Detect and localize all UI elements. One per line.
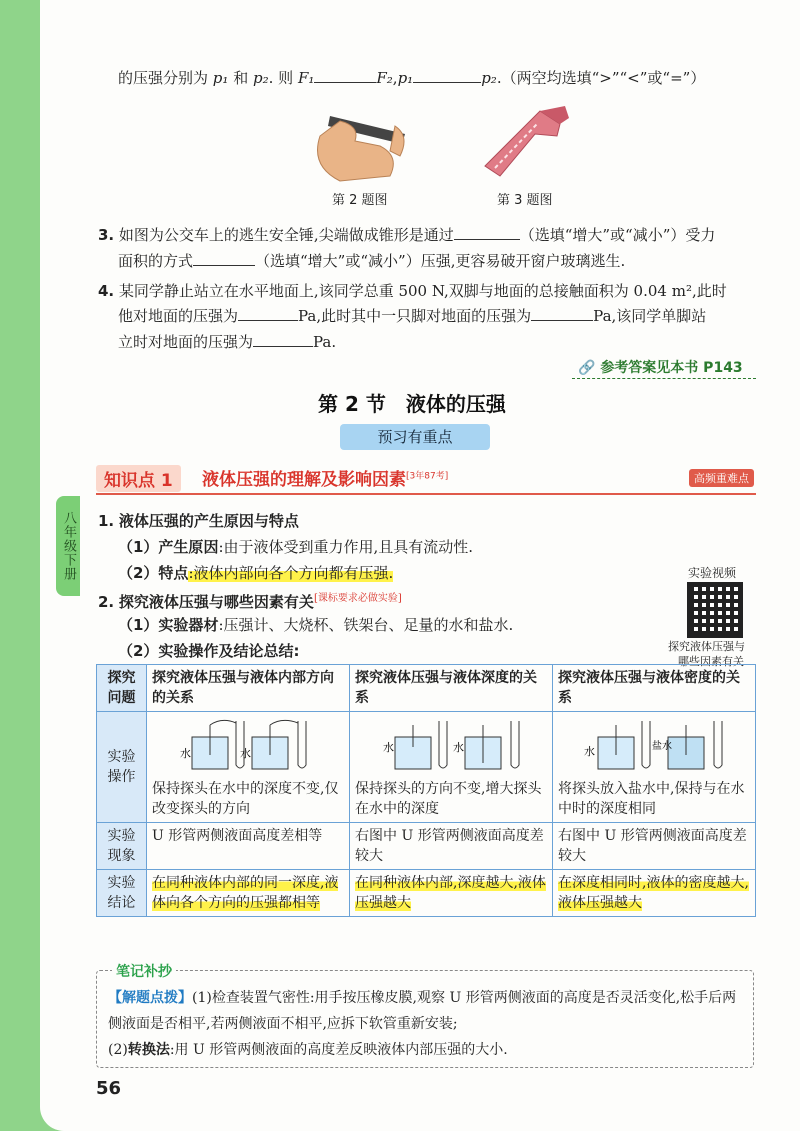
figure-caption: 第 2 题图 xyxy=(332,193,388,208)
table-cell: 探究液体压强与液体密度的关系 xyxy=(553,665,756,712)
answer-blank[interactable] xyxy=(531,306,593,321)
item-1-title: 1. 液体压强的产生原因与特点 xyxy=(98,512,299,530)
liquid-label: 水 xyxy=(453,741,464,754)
table-cell: 在深度相同时,液体的密度越大,液体压强越大 xyxy=(553,870,756,917)
knowledge-point-title: 液体压强的理解及影响因素[3年87考] xyxy=(202,470,449,490)
row-head: 实验操作 xyxy=(97,712,147,823)
page-number: 56 xyxy=(96,1078,122,1099)
note-line: 侧液面是否相平,若两侧液面不相平,应拆下软管重新安装; xyxy=(108,1016,458,1032)
note-line: 【解题点拨】(1)检查装置气密性:用手按压橡皮膜,观察 U 形管两侧液面的高度是否灵活变化,松手后两 xyxy=(108,990,737,1006)
table-cell: 在同种液体内部的同一深度,液体向各个方向的压强都相等 xyxy=(147,870,350,917)
divider xyxy=(572,378,756,379)
table-row xyxy=(97,823,756,870)
item-2b: （2）实验操作及结论总结: xyxy=(118,642,300,660)
table-row xyxy=(97,665,756,712)
frequency-tag: 高频重难点 xyxy=(689,469,754,487)
hand-pencil-figure xyxy=(300,96,420,186)
item-1b: （2）特点:液体内部向各个方向都有压强. xyxy=(118,564,394,582)
item-1a: （1）产生原因:由于液体受到重力作用,且具有流动性. xyxy=(118,538,474,556)
table-row xyxy=(97,870,756,917)
qr-caption: 探究液体压强与 哪些因素有关 xyxy=(668,640,745,668)
answer-blank[interactable] xyxy=(238,306,298,321)
figure-caption: 第 3 题图 xyxy=(497,193,553,208)
liquid-label: 水 xyxy=(584,745,595,758)
liquid-label: 水 xyxy=(180,747,191,760)
question-3-line2: 面积的方式 （选填“增大”或“减小”）压强,更容易破开窗户玻璃逃生. xyxy=(118,252,626,270)
table-cell: U 形管两侧液面高度差相等 xyxy=(147,823,350,870)
liquid-label: 水 xyxy=(383,741,394,754)
knowledge-point-bar xyxy=(96,463,756,495)
liquid-label: 盐水 xyxy=(652,741,672,752)
question-4: 4. 某同学静止站立在水平地面上,该同学总重 500 N,双脚与地面的总接触面积为 0.04 m²,此时 xyxy=(98,282,727,300)
preview-banner: 预习有重点 xyxy=(340,424,490,450)
table-cell: 探究液体压强与液体深度的关系 xyxy=(350,665,553,712)
safety-hammer-figure xyxy=(465,96,575,186)
table-cell: 水 水 保持探头的方向不变,增大探头在水中的深度 xyxy=(350,712,553,823)
answer-blank[interactable] xyxy=(193,251,255,266)
table-cell: 右图中 U 形管两侧液面高度差较大 xyxy=(350,823,553,870)
table-cell: 探究液体压强与液体内部方向的关系 xyxy=(147,665,350,712)
note-title: 笔记补抄 xyxy=(112,961,176,981)
q2-line: 的压强分别为 p₁ 和 p₂. 则 F₁ F₂,p₁ p₂.（两空均选填“>”“<”或“=”） xyxy=(118,69,706,87)
row-head: 探究问题 xyxy=(97,665,147,712)
table-cell: 水 水 保持探头在水中的深度不变,仅改变探头的方向 xyxy=(147,712,350,823)
answer-blank[interactable] xyxy=(413,68,481,83)
pressure-gauge-figure xyxy=(558,715,748,773)
answer-reference[interactable]: 🔗 参考答案见本书 P143 xyxy=(578,360,743,376)
qr-title: 实验视频 xyxy=(688,566,737,580)
table-cell: 水 盐水 将探头放入盐水中,保持与在水中时的深度相同 xyxy=(553,712,756,823)
table-row xyxy=(97,712,756,823)
row-head: 实验现象 xyxy=(97,823,147,870)
note-line: (2)转换法:用 U 形管两侧液面的高度差反映液体内部压强的大小. xyxy=(108,1042,508,1058)
question-4-line3: 立时对地面的压强为 Pa. xyxy=(118,333,337,351)
table-cell: 右图中 U 形管两侧液面高度差较大 xyxy=(553,823,756,870)
item-2a: （1）实验器材:压强计、大烧杯、铁架台、足量的水和盐水. xyxy=(118,616,514,634)
section-title: 第 2 节 液体的压强 xyxy=(318,392,506,416)
answer-blank[interactable] xyxy=(454,225,520,240)
experiment-table xyxy=(96,664,756,917)
side-tab[interactable]: 八年级下册 xyxy=(56,496,80,596)
question-4-line2: 他对地面的压强为 Pa,此时其中一只脚对地面的压强为 Pa,该同学单脚站 xyxy=(118,307,707,325)
pressure-gauge-figure xyxy=(152,715,342,773)
pressure-gauge-figure xyxy=(355,715,545,773)
item-2-title: 2. 探究液体压强与哪些因素有关[课标要求必做实验] xyxy=(98,593,402,611)
link-icon: 🔗 xyxy=(578,360,596,376)
answer-blank[interactable] xyxy=(253,332,313,347)
row-head: 实验结论 xyxy=(97,870,147,917)
knowledge-point-label: 知识点 1 xyxy=(96,465,181,492)
qr-code[interactable] xyxy=(687,582,743,638)
liquid-label: 水 xyxy=(240,747,251,760)
table-cell: 在同种液体内部,深度越大,液体压强越大 xyxy=(350,870,553,917)
answer-blank[interactable] xyxy=(314,68,376,83)
question-3: 3. 如图为公交车上的逃生安全锤,尖端做成锥形是通过 （选填“增大”或“减小”）受力 xyxy=(98,226,716,244)
